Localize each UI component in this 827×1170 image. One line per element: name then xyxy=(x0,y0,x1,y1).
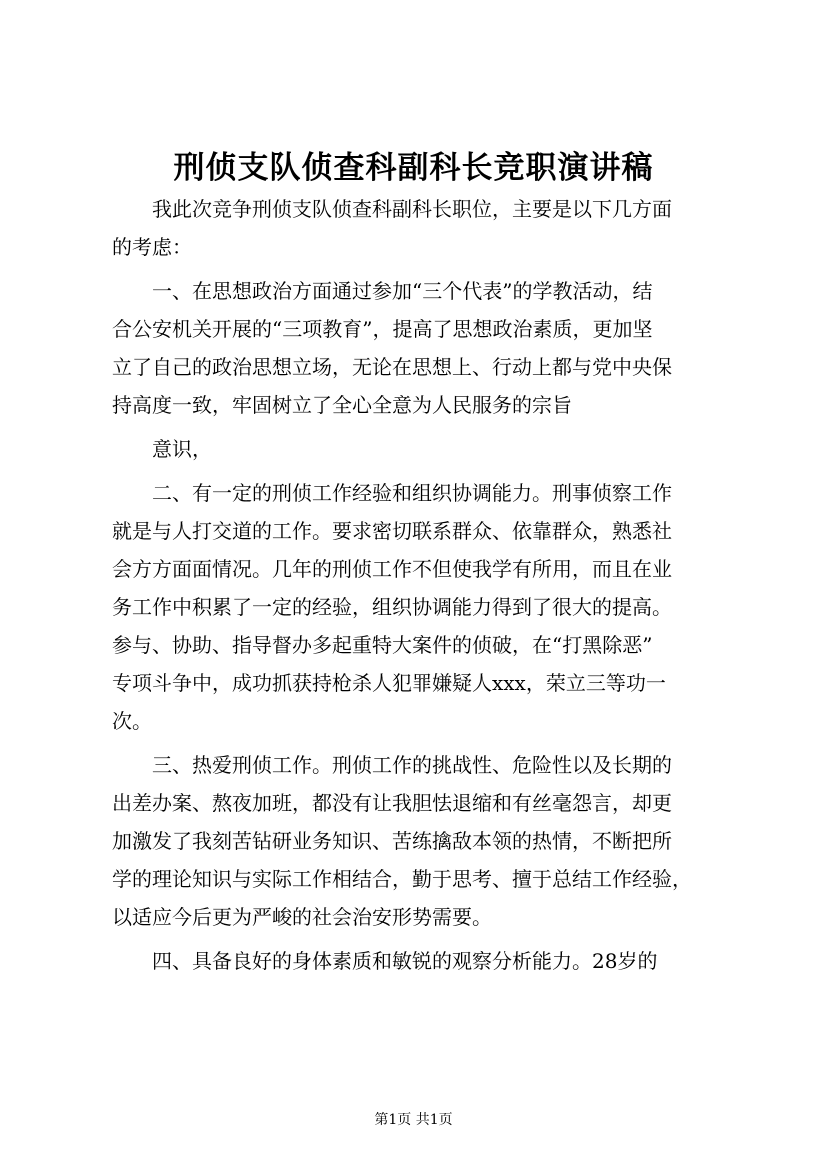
body-line: 学的理论知识与实际工作相结合，勤于思考、擅于总结工作经验， xyxy=(112,867,692,891)
body-line: 以适应今后更为严峻的社会治安形势需要。 xyxy=(112,905,492,929)
body-line: 一、在思想政治方面通过参加“三个代表”的学教活动，结 xyxy=(152,279,653,303)
body-line: 合公安机关开展的“三项教育”，提高了思想政治素质，更加坚 xyxy=(112,317,653,341)
body-line: 的考虑： xyxy=(112,235,192,259)
body-line: 就是与人打交道的工作。要求密切联系群众、依靠群众，熟悉社 xyxy=(112,519,672,543)
body-line: 会方方面面情况。几年的刑侦工作不但使我学有所用，而且在业 xyxy=(112,557,672,581)
body-line: 持高度一致，牢固树立了全心全意为人民服务的宗旨 xyxy=(112,393,572,417)
body-line: 我此次竞争刑侦支队侦查科副科长职位，主要是以下几方面 xyxy=(152,197,672,221)
body-line: 参与、协助、指导督办多起重特大案件的侦破，在“打黑除恶” xyxy=(112,633,653,657)
body-line: 务工作中积累了一定的经验，组织协调能力得到了很大的提高。 xyxy=(112,595,672,619)
body-line: 意识， xyxy=(152,437,212,461)
body-line: 立了自己的政治思想立场，无论在思想上、行动上都与党中央保 xyxy=(112,355,672,379)
body-line: 四、具备良好的身体素质和敏锐的观察分析能力。28岁的 xyxy=(152,949,658,973)
page-footer: 第1页 共1页 xyxy=(374,1112,453,1128)
body-line: 加激发了我刻苦钻研业务知识、苦练擒敌本领的热情，不断把所 xyxy=(112,829,672,853)
body-line: 二、有一定的刑侦工作经验和组织协调能力。刑事侦察工作 xyxy=(152,481,672,505)
body-line: 出差办案、熬夜加班，都没有让我胆怯退缩和有丝毫怨言，却更 xyxy=(112,791,672,815)
document-body xyxy=(112,190,724,980)
body-line: 次。 xyxy=(112,709,152,733)
body-line: 三、热爱刑侦工作。刑侦工作的挑战性、危险性以及长期的 xyxy=(152,753,672,777)
body-line: 专项斗争中，成功抓获持枪杀人犯罪嫌疑人xxx，荣立三等功一 xyxy=(112,671,666,695)
document-title: 刑侦支队侦查科副科长竞职演讲稿 xyxy=(173,150,654,186)
